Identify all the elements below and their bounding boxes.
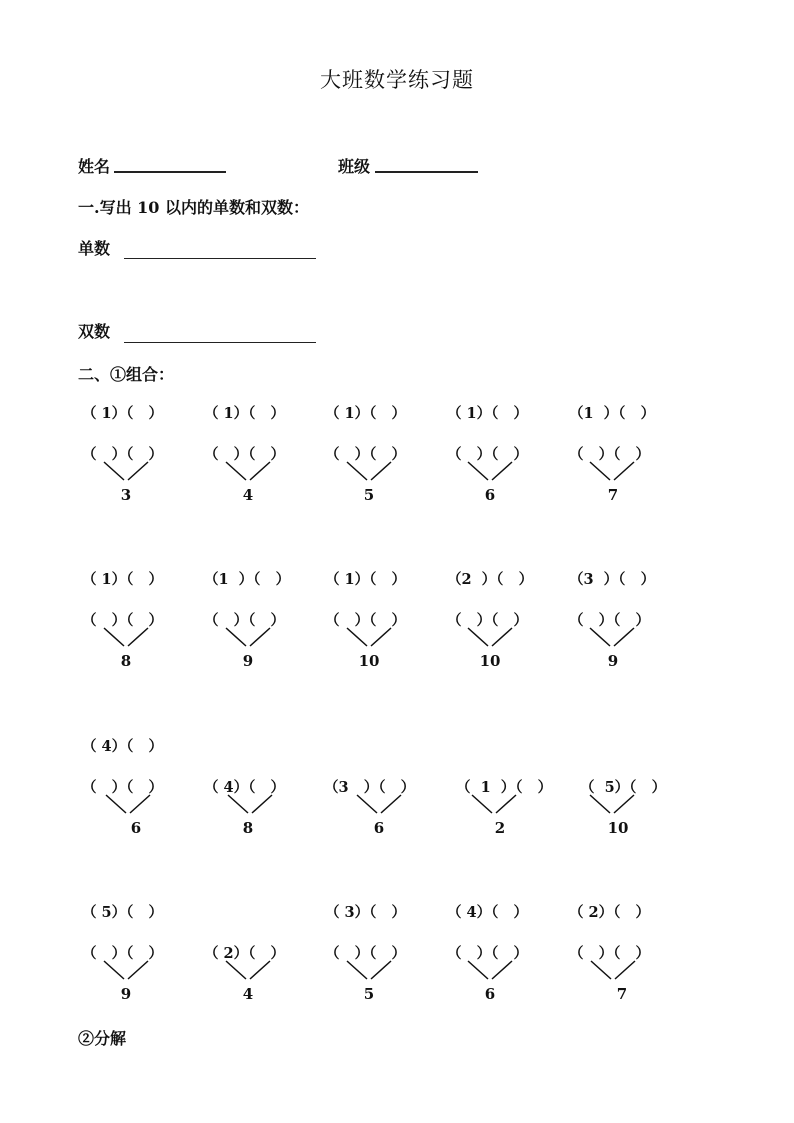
problem-10-mid-brackets[interactable]: （ ）（ ） xyxy=(569,612,651,629)
problem-13-target-number: 6 xyxy=(373,819,385,837)
problem-6-target-number: 8 xyxy=(120,652,132,670)
problem-12-target-number: 8 xyxy=(242,819,254,837)
problem-8-top-brackets[interactable]: （ 1）（ ） xyxy=(325,571,407,588)
problem-20-mid-brackets[interactable]: （ ）（ ） xyxy=(569,945,651,962)
problem-15-target-number: 10 xyxy=(607,819,629,837)
odd-numbers-label: 单数 xyxy=(78,239,111,258)
problem-13-fork-lines xyxy=(349,793,409,817)
problem-17-target-number: 4 xyxy=(242,985,254,1003)
problem-18-top-brackets[interactable]: （ 3）（ ） xyxy=(325,904,407,921)
problem-17-mid-brackets[interactable]: （ 2）（ ） xyxy=(204,945,286,962)
problem-14-mid-brackets[interactable]: （ 1 ）（ ） xyxy=(456,779,553,796)
problem-11-top-brackets[interactable]: （ 4）（ ） xyxy=(82,738,164,755)
problem-4-mid-brackets[interactable]: （ ）（ ） xyxy=(447,446,529,463)
problem-6-mid-brackets[interactable]: （ ）（ ） xyxy=(82,612,164,629)
problem-5-top-brackets[interactable]: （1 ）（ ） xyxy=(569,405,656,422)
problem-16-target-number: 9 xyxy=(120,985,132,1003)
page-title: 大班数学练习题 xyxy=(320,68,474,92)
problem-9-top-brackets[interactable]: （2 ）（ ） xyxy=(447,571,534,588)
problem-18-target-number: 5 xyxy=(363,985,375,1003)
problem-3-top-brackets[interactable]: （ 1）（ ） xyxy=(325,405,407,422)
problem-17-fork-lines xyxy=(218,959,278,983)
problem-1-mid-brackets[interactable]: （ ）（ ） xyxy=(82,446,164,463)
problem-4-top-brackets[interactable]: （ 1）（ ） xyxy=(447,405,529,422)
even-numbers-label: 双数 xyxy=(78,322,111,341)
problem-18-mid-brackets[interactable]: （ ）（ ） xyxy=(325,945,407,962)
problem-12-mid-brackets[interactable]: （ 4）（ ） xyxy=(204,779,286,796)
problem-18-fork-lines xyxy=(339,959,399,983)
problem-5-fork-lines xyxy=(582,460,642,484)
problem-6-top-brackets[interactable]: （ 1）（ ） xyxy=(82,571,164,588)
section1-heading: 一.写出 10 以内的单数和双数： xyxy=(78,198,309,217)
problem-3-fork-lines xyxy=(339,460,399,484)
odd-numbers-blank-line[interactable] xyxy=(124,258,316,259)
name-label: 姓名 xyxy=(78,157,111,176)
problem-8-mid-brackets[interactable]: （ ）（ ） xyxy=(325,612,407,629)
problem-1-top-brackets[interactable]: （ 1）（ ） xyxy=(82,405,164,422)
problem-13-mid-brackets[interactable]: （3 ）（ ） xyxy=(324,779,416,796)
problem-14-fork-lines xyxy=(464,793,524,817)
problem-20-target-number: 7 xyxy=(616,985,628,1003)
problem-16-fork-lines xyxy=(96,959,156,983)
problem-4-fork-lines xyxy=(460,460,520,484)
problem-11-fork-lines xyxy=(98,793,158,817)
section3-heading: ②分解 xyxy=(78,1029,127,1048)
problem-7-fork-lines xyxy=(218,626,278,650)
problem-7-target-number: 9 xyxy=(242,652,254,670)
problem-7-top-brackets[interactable]: （1 ）（ ） xyxy=(204,571,291,588)
problem-11-mid-brackets[interactable]: （ ）（ ） xyxy=(82,779,164,796)
problem-7-mid-brackets[interactable]: （ ）（ ） xyxy=(204,612,286,629)
problem-4-target-number: 6 xyxy=(484,486,496,504)
problem-19-mid-brackets[interactable]: （ ）（ ） xyxy=(447,945,529,962)
problem-20-top-brackets[interactable]: （ 2）（ ） xyxy=(569,904,651,921)
section2-heading: 二、①组合： xyxy=(78,365,175,384)
problem-10-target-number: 9 xyxy=(607,652,619,670)
problem-16-mid-brackets[interactable]: （ ）（ ） xyxy=(82,945,164,962)
class-label: 班级 xyxy=(338,157,371,176)
problem-20-fork-lines xyxy=(583,959,643,983)
problem-1-target-number: 3 xyxy=(120,486,132,504)
problem-5-mid-brackets[interactable]: （ ）（ ） xyxy=(569,446,651,463)
name-blank-line[interactable] xyxy=(114,171,226,173)
problem-3-mid-brackets[interactable]: （ ）（ ） xyxy=(325,446,407,463)
problem-8-target-number: 10 xyxy=(358,652,380,670)
problem-1-fork-lines xyxy=(96,460,156,484)
problem-19-fork-lines xyxy=(460,959,520,983)
problem-15-fork-lines xyxy=(582,793,642,817)
problem-9-fork-lines xyxy=(460,626,520,650)
problem-10-fork-lines xyxy=(582,626,642,650)
problem-8-fork-lines xyxy=(339,626,399,650)
problem-14-target-number: 2 xyxy=(494,819,506,837)
problem-5-target-number: 7 xyxy=(607,486,619,504)
problem-3-target-number: 5 xyxy=(363,486,375,504)
problem-10-top-brackets[interactable]: （3 ）（ ） xyxy=(569,571,656,588)
problem-6-fork-lines xyxy=(96,626,156,650)
class-blank-line[interactable] xyxy=(375,171,478,173)
problem-19-target-number: 6 xyxy=(484,985,496,1003)
problem-16-top-brackets[interactable]: （ 5）（ ） xyxy=(82,904,164,921)
problem-9-mid-brackets[interactable]: （ ）（ ） xyxy=(447,612,529,629)
problem-2-fork-lines xyxy=(218,460,278,484)
problem-11-target-number: 6 xyxy=(130,819,142,837)
problem-2-target-number: 4 xyxy=(242,486,254,504)
problem-12-fork-lines xyxy=(220,793,280,817)
even-numbers-blank-line[interactable] xyxy=(124,342,316,343)
problem-2-mid-brackets[interactable]: （ ）（ ） xyxy=(204,446,286,463)
problem-15-mid-brackets[interactable]: （ 5）（ ） xyxy=(580,779,667,796)
problem-19-top-brackets[interactable]: （ 4）（ ） xyxy=(447,904,529,921)
problem-9-target-number: 10 xyxy=(479,652,501,670)
problem-2-top-brackets[interactable]: （ 1）（ ） xyxy=(204,405,286,422)
